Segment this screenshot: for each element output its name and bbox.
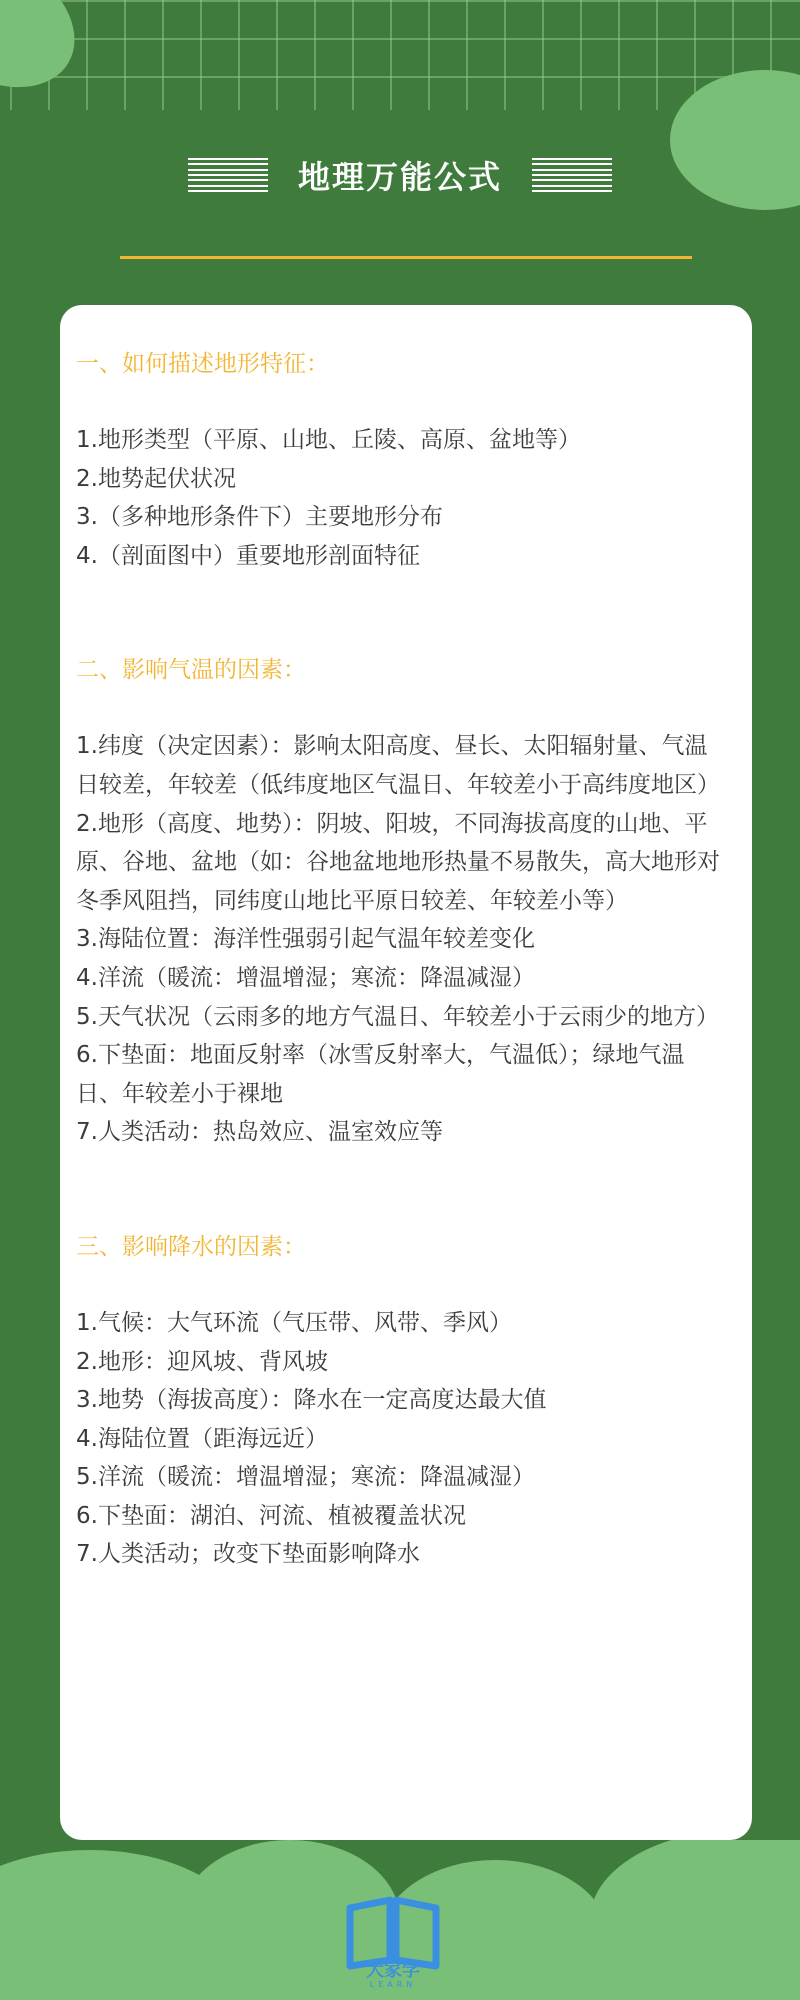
list-item: 2.地形（高度、地势）：阴坡、阳坡，不同海拔高度的山地、平原、谷地、盆地（如：谷地盆地地形热量不易散失，高大地形对冬季风阻挡，同纬度山地比平原日较差、年较差小等） [76, 810, 720, 914]
learn-logo-icon [338, 1888, 448, 1988]
list-item: 2.地形：迎风坡、背风坡 [76, 1348, 328, 1375]
list-item: 2.地势起伏状况 [76, 465, 236, 492]
list-item: 3.地势（海拔高度）：降水在一定高度达最大值 [76, 1387, 547, 1414]
list-item: 3.（多种地形条件下）主要地形分布 [76, 504, 443, 531]
grid-decoration [0, 0, 800, 110]
list-item: 7.人类活动：热岛效应、温室效应等 [76, 1119, 443, 1146]
list-item: 7.人类活动；改变下垫面影响降水 [76, 1541, 420, 1568]
stripes-right-decoration [532, 158, 612, 192]
logo-subtext: LEARN [369, 1980, 417, 1988]
list-item: 1.地形类型（平原、山地、丘陵、高原、盆地等） [76, 427, 581, 453]
section-heading-precipitation: 三、影响降水的因素： [76, 1233, 306, 1260]
list-item: 1.气候：大气环流（气压带、风带、季风） [76, 1309, 512, 1336]
list-item: 4.（剖面图中）重要地形剖面特征 [76, 542, 420, 569]
page-title: 地理万能公式 [297, 158, 502, 196]
stripes-left-decoration [188, 158, 268, 192]
list-item: 6.下垫面：湖泊、河流、植被覆盖状况 [76, 1502, 466, 1529]
list-item: 4.洋流（暖流：增温增湿；寒流：降温减湿） [76, 964, 535, 991]
content-card [60, 305, 752, 1840]
section-heading-terrain: 一、如何描述地形特征： [76, 351, 329, 377]
list-item: 1.纬度（决定因素）：影响太阳高度、昼长、太阳辐射量、气温日较差，年较差（低纬度地区气温日、年较差小于高纬度地区） [76, 733, 720, 798]
title-row [0, 145, 800, 205]
list-item: 5.天气状况（云雨多的地方气温日、年较差小于云雨少的地方） [76, 1003, 719, 1030]
list-item: 4.海陆位置（距海远近） [76, 1425, 328, 1452]
list-item: 3.海陆位置：海洋性强弱引起气温年较差变化 [76, 926, 535, 953]
title-underline [120, 256, 692, 259]
list-item: 5.洋流（暖流：增温增湿；寒流：降温减湿） [76, 1464, 535, 1491]
list-item: 6.下垫面：地面反射率（冰雪反射率大，气温低）；绿地气温日、年较差小于裸地 [76, 1042, 685, 1107]
section-heading-temperature: 二、影响气温的因素： [76, 657, 306, 684]
logo-text: 大家学 [366, 1960, 420, 1981]
